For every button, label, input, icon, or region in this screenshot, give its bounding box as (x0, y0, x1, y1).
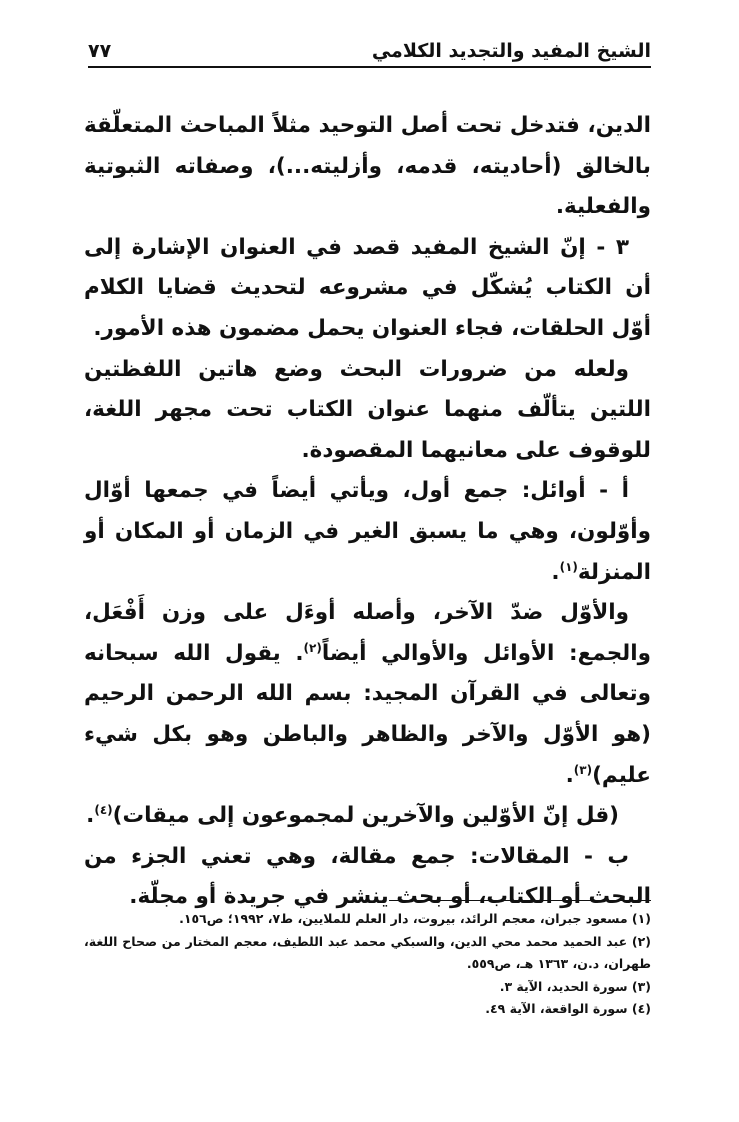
page-number: ٧٧ (88, 40, 112, 62)
paragraph-text: . (551, 559, 560, 585)
footnote: (٢) عبد الحميد محمد محي الدين، والسبكي محمد عبد اللطيف، معجم المختار من صحاح اللغة، طهران، د.ن، ١٣٦٣ هـ، ص٥٥٩. (84, 933, 651, 971)
paragraph (84, 106, 651, 228)
paragraph (84, 593, 651, 796)
footnote-marker: (٢) (303, 640, 322, 655)
paragraph-text: . يقول الله سبحانه وتعالى في القرآن المجيد: بسم الله الرحمن الرحيم (هو الأوّل والآخر والظاهر والباطن وهو بكل شيء عليم) (84, 640, 651, 788)
paragraph-text: ٣ - إنّ الشيخ المفيد قصد في العنوان الإشارة إلى أن الكتاب يُشكّل في مشروعه لتحديث قضايا الكلام أوّل الحلقات، فجاء العنوان يحمل مضمون هذه الأمور. (84, 234, 651, 341)
footnote-marker: (٤) (94, 802, 113, 817)
paragraph (84, 837, 651, 918)
paragraph-text: (قل إنّ الأوّلين والآخرين لمجموعون إلى ميقات) (112, 803, 619, 829)
footnote-marker: (١) (559, 559, 578, 574)
running-title: الشيخ المفيد والتجديد الكلامي (371, 40, 651, 62)
footnote: (٤) سورة الواقعة، الآية ٤٩. (485, 1001, 651, 1016)
paragraph-text: . (86, 803, 95, 829)
paragraph (84, 228, 651, 350)
main-text (84, 106, 651, 918)
footnote-divider (389, 900, 651, 901)
paragraph-text: الدين، فتدخل تحت أصل التوحيد مثلاً المباحث المتعلّقة بالخالق (أحاديته، قدمه، وأزليته...)، وصفاته الثبوتية والفعلية. (84, 113, 651, 220)
running-header (88, 32, 651, 68)
footnote-marker: (٣) (573, 762, 593, 777)
footnotes (84, 908, 651, 1021)
paragraph-text: أ - أوائل: جمع أول، ويأتي أيضاً في جمعها أوّال وأوّلون، وهي ما يسبق الغير في الزمان أو المكان أو المنزلة (84, 478, 651, 585)
paragraph (84, 350, 651, 472)
footnote: (٣) سورة الحديد، الآية ٣. (499, 978, 651, 994)
paragraph-text: ولعله من ضرورات البحث وضع هاتين اللفظتين اللتين يتألّف منهما عنوان الكتاب تحت مجهر اللغة، للوقوف على معانيهما المقصودة. (84, 356, 651, 463)
footnote: (١) مسعود جبران، معجم الرائد، بيروت، دار العلم للملايين، ط٧، ١٩٩٢؛ ص١٥٦. (179, 911, 651, 926)
paragraph-text: ب - المقالات: جمع مقالة، وهي تعني الجزء من البحث أو الكتاب، أو بحث ينشر في جريدة أو مجلّة. (84, 843, 651, 910)
paragraph (84, 796, 651, 837)
paragraph-text: . (565, 762, 574, 788)
paragraph (84, 471, 651, 593)
paragraph-text: والأوّل ضدّ الآخر، وأصله أوءَل على وزن أَفْعَل، والجمع: الأوائل والأوالي أيضاً (84, 600, 651, 666)
